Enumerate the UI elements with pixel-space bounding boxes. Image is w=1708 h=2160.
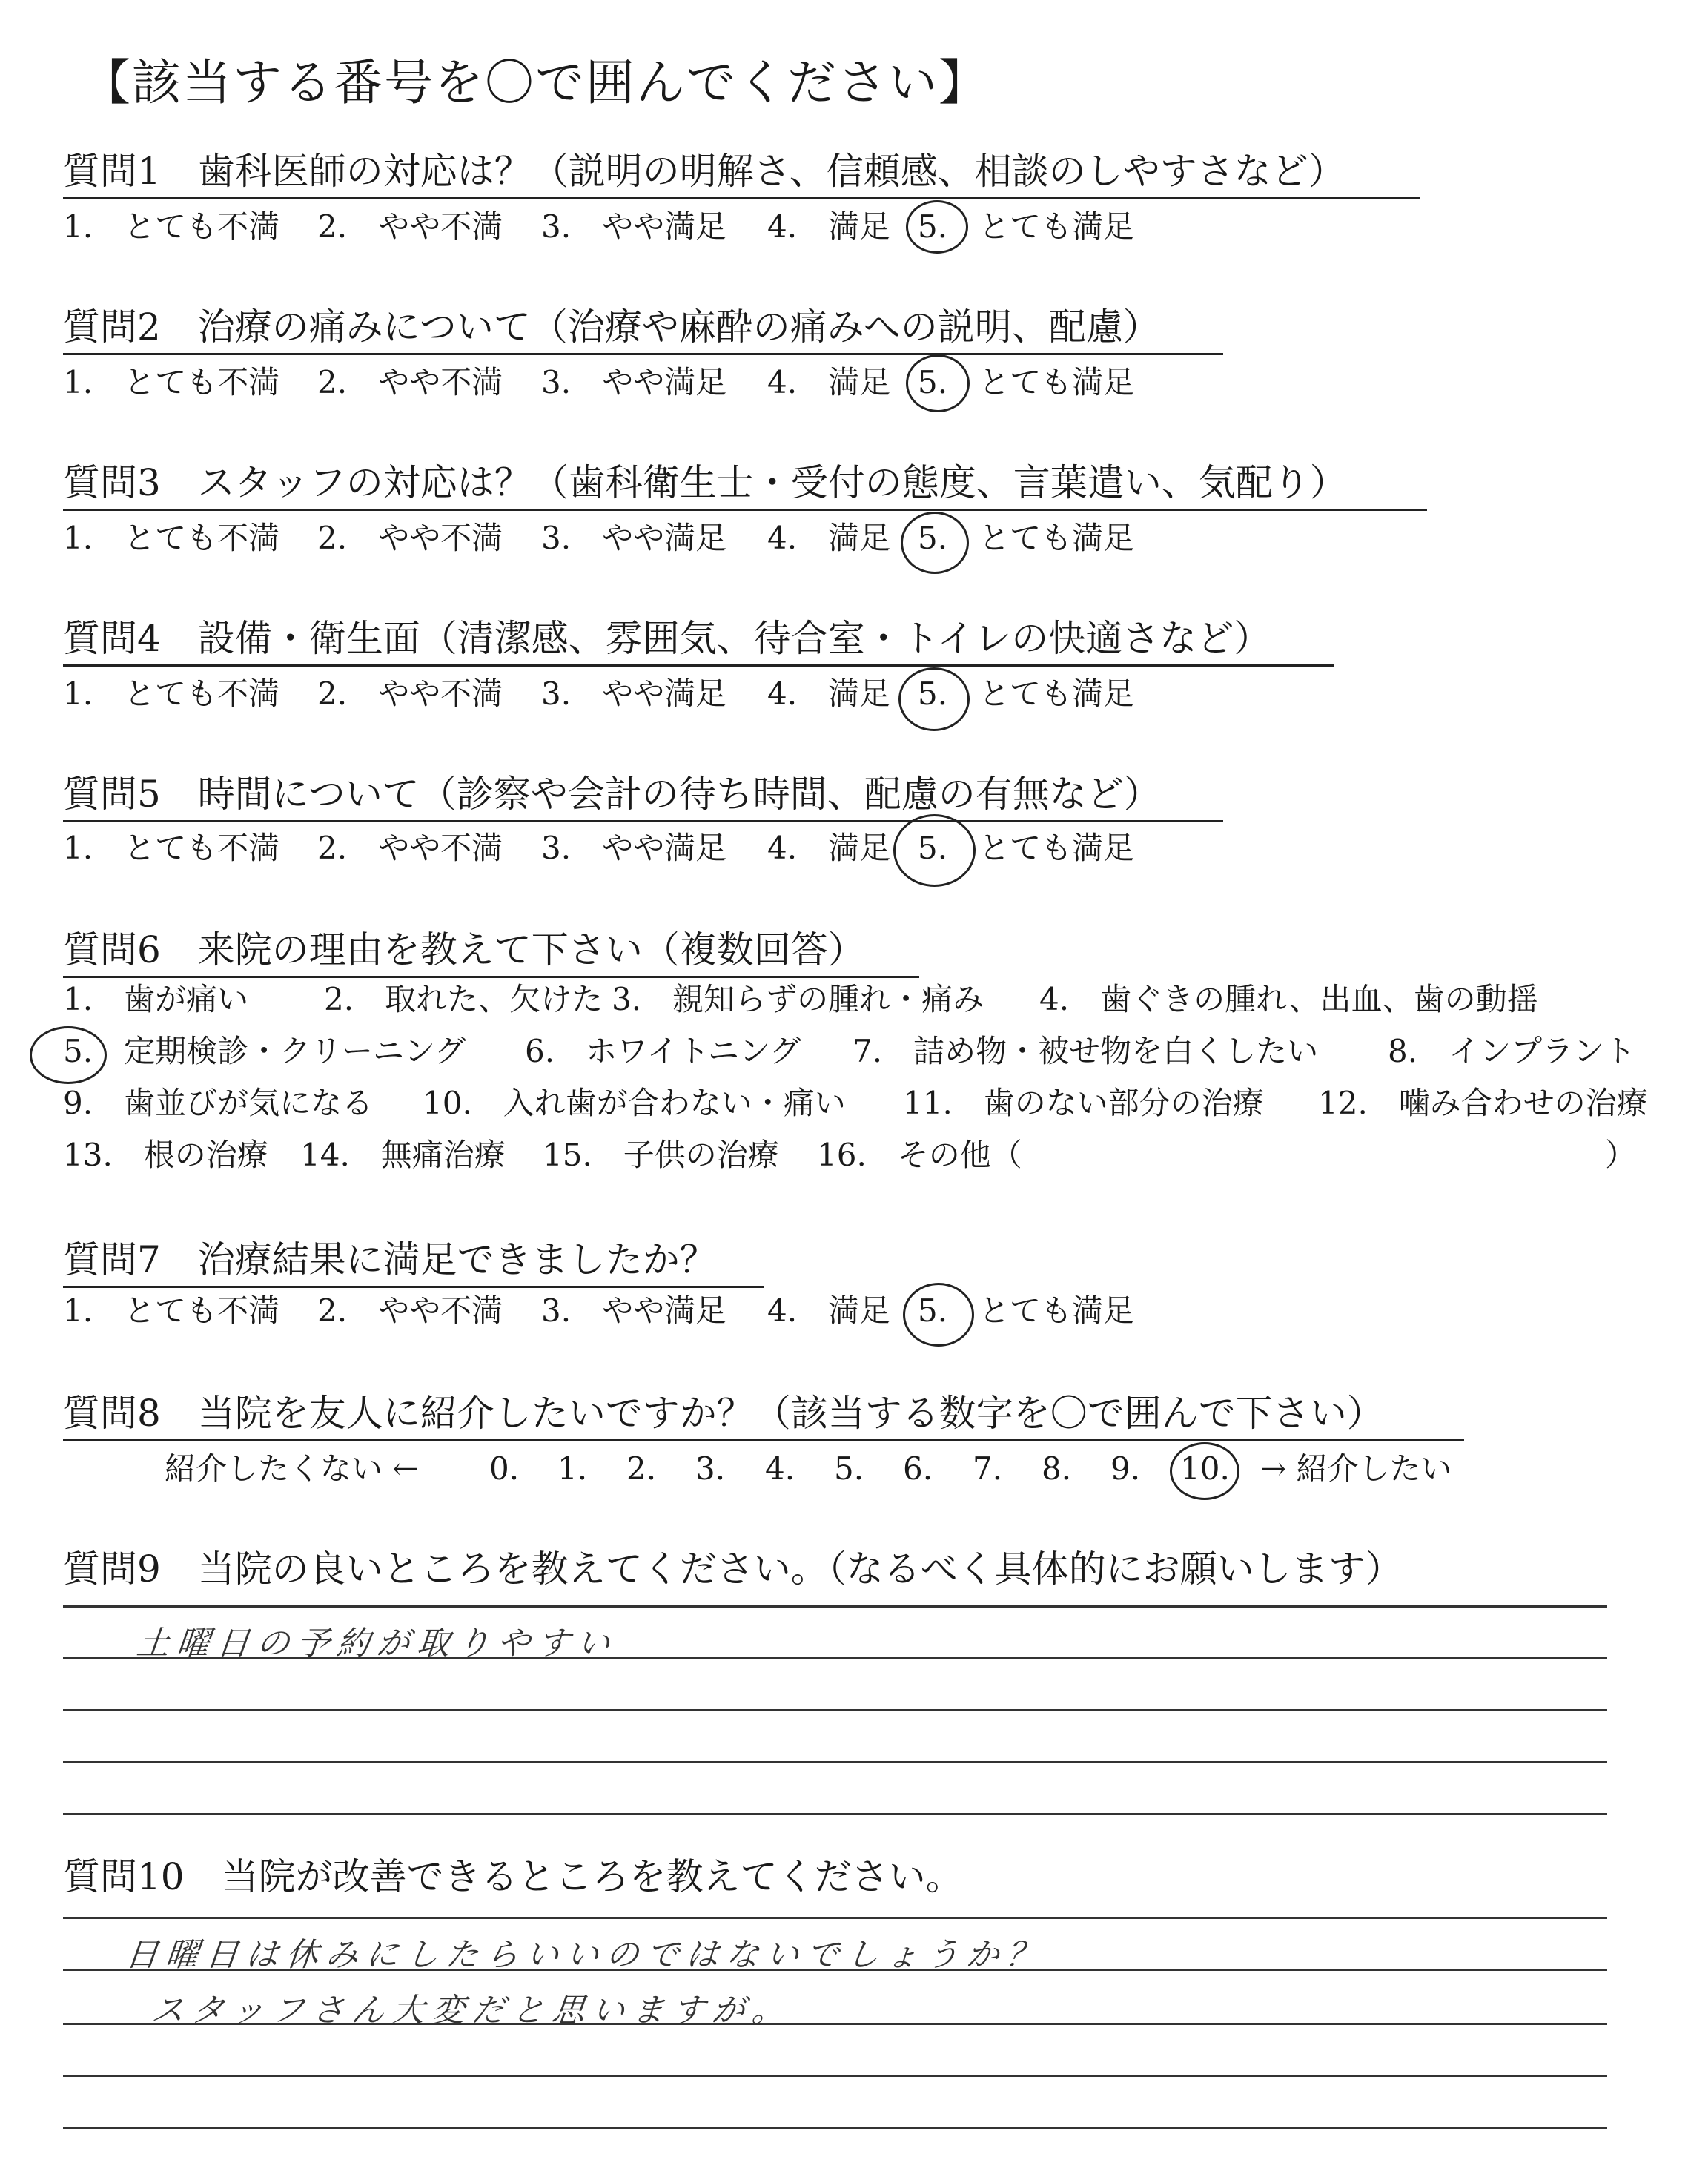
q1-option-1[interactable]: 1. とても不満 bbox=[63, 208, 280, 245]
question-7-underline bbox=[63, 1286, 764, 1288]
q6-option-16[interactable]: 16. その他（ bbox=[817, 1137, 1022, 1173]
q8-number-10[interactable]: 10. bbox=[1180, 1450, 1230, 1487]
q1-option-3[interactable]: 3. やや満足 bbox=[541, 208, 727, 245]
question-5-underline bbox=[63, 820, 1223, 822]
q9-answer-line-3 bbox=[63, 1709, 1607, 1711]
q2-option-4[interactable]: 4. 満足 bbox=[767, 364, 891, 400]
question-10-label: 質問10 当院が改善できるところを教えてください。 bbox=[63, 1855, 963, 1898]
q7-option-4[interactable]: 4. 満足 bbox=[767, 1292, 891, 1329]
q6-option-15[interactable]: 15. 子供の治療 bbox=[543, 1137, 779, 1173]
question-9-label: 質問9 当院の良いところを教えてください。（なるべく具体的にお願いします） bbox=[63, 1548, 1403, 1591]
q10-handwritten-answer-line-2: スタッフさん大変だと思いますが。 bbox=[149, 1992, 795, 2029]
question-1-options bbox=[0, 208, 1708, 252]
q5-option-3[interactable]: 3. やや満足 bbox=[541, 830, 727, 866]
q3-option-3[interactable]: 3. やや満足 bbox=[541, 520, 727, 556]
q9-answer-line-5 bbox=[63, 1813, 1607, 1815]
q6-option-8[interactable]: 8. インプラント bbox=[1388, 1033, 1636, 1069]
q8-number-6[interactable]: 6. bbox=[903, 1450, 933, 1487]
q7-selection-circle bbox=[903, 1283, 974, 1347]
q6-option-1[interactable]: 1. 歯が痛い bbox=[63, 981, 249, 1017]
question-2-label: 質問2 治療の痛みについて（治療や麻酔の痛みへの説明、配慮） bbox=[63, 305, 1160, 349]
question-3-underline bbox=[63, 509, 1427, 511]
q8-number-2[interactable]: 2. bbox=[626, 1450, 657, 1487]
q9-answer-line-1 bbox=[63, 1605, 1607, 1608]
q6-option-11[interactable]: 11. 歯のない部分の治療 bbox=[903, 1085, 1264, 1121]
q7-option-2[interactable]: 2. やや不満 bbox=[317, 1292, 503, 1329]
q10-answer-line-4 bbox=[63, 2075, 1607, 2077]
q8-number-7[interactable]: 7. bbox=[973, 1450, 1003, 1487]
question-5-label: 質問5 時間について（診察や会計の待ち時間、配慮の有無など） bbox=[63, 773, 1161, 816]
q6-option-13[interactable]: 13. 根の治療 bbox=[63, 1137, 268, 1173]
q3-selection-circle bbox=[901, 512, 969, 574]
question-3-options bbox=[0, 519, 1708, 564]
q2-option-2[interactable]: 2. やや不満 bbox=[317, 364, 503, 400]
q10-handwritten-answer-line-1: 日曜日は休みにしたらいいのではないでしょうか？ bbox=[123, 1936, 1049, 1974]
q6-other-close-paren: ） bbox=[1605, 1137, 1637, 1173]
q9-answer-line-4 bbox=[63, 1761, 1607, 1763]
question-8-scale bbox=[0, 1450, 1708, 1494]
q6-option-7[interactable]: 7. 詰め物・被せ物を白くしたい bbox=[853, 1033, 1319, 1069]
q2-option-5[interactable]: 5. とても満足 bbox=[918, 364, 1135, 400]
q4-selection-circle bbox=[898, 667, 970, 731]
q5-selection-circle bbox=[893, 814, 976, 887]
q9-handwritten-answer: 土曜日の予約が取りやすい bbox=[134, 1625, 620, 1662]
q4-option-3[interactable]: 3. やや満足 bbox=[541, 676, 727, 712]
q2-option-1[interactable]: 1. とても不満 bbox=[63, 364, 280, 400]
q7-option-5[interactable]: 5. とても満足 bbox=[918, 1292, 1135, 1329]
question-1-label: 質問1 歯科医師の対応は？（説明の明解さ、信頼感、相談のしやすさなど） bbox=[63, 150, 1345, 193]
q4-option-5[interactable]: 5. とても満足 bbox=[918, 676, 1135, 712]
question-2-options bbox=[0, 363, 1708, 408]
question-6-underline bbox=[63, 976, 919, 978]
q6-option-9[interactable]: 9. 歯並びが気になる bbox=[63, 1085, 374, 1121]
question-4-options bbox=[0, 675, 1708, 719]
q8-right-label: → 紹介したい bbox=[1260, 1450, 1452, 1487]
q1-option-4[interactable]: 4. 満足 bbox=[767, 208, 891, 245]
q8-number-8[interactable]: 8. bbox=[1042, 1450, 1072, 1487]
q2-option-3[interactable]: 3. やや満足 bbox=[541, 364, 727, 400]
q1-option-5[interactable]: 5. とても満足 bbox=[918, 208, 1135, 245]
q2-selection-circle bbox=[906, 354, 970, 412]
q8-number-3[interactable]: 3. bbox=[695, 1450, 726, 1487]
question-5-options bbox=[0, 829, 1708, 873]
q3-option-1[interactable]: 1. とても不満 bbox=[63, 520, 280, 556]
q6-option-6[interactable]: 6. ホワイトニング bbox=[525, 1033, 801, 1069]
q3-option-5[interactable]: 5. とても満足 bbox=[918, 520, 1135, 556]
q4-option-4[interactable]: 4. 満足 bbox=[767, 676, 891, 712]
question-3-label: 質問3 スタッフの対応は？（歯科衛生士・受付の態度、言葉遣い、気配り） bbox=[63, 461, 1347, 504]
q6-option-4[interactable]: 4. 歯ぐきの腫れ、出血、歯の動揺 bbox=[1039, 981, 1538, 1017]
q6-option-2[interactable]: 2. 取れた、欠けた bbox=[324, 981, 603, 1017]
q8-number-9[interactable]: 9. bbox=[1110, 1450, 1141, 1487]
q3-option-4[interactable]: 4. 満足 bbox=[767, 520, 891, 556]
q5-option-4[interactable]: 4. 満足 bbox=[767, 830, 891, 866]
question-8-label: 質問8 当院を友人に紹介したいですか？（該当する数字を〇で囲んで下さい） bbox=[63, 1392, 1384, 1435]
question-1-underline bbox=[63, 197, 1420, 199]
page-title: 【該当する番号を〇で囲んでください】 bbox=[82, 54, 989, 111]
q4-option-2[interactable]: 2. やや不満 bbox=[317, 676, 503, 712]
q10-answer-line-5 bbox=[63, 2127, 1607, 2129]
q1-selection-circle bbox=[906, 200, 968, 254]
q8-number-0[interactable]: 0. bbox=[489, 1450, 520, 1487]
question-7-label: 質問7 治療結果に満足できましたか？ bbox=[63, 1238, 717, 1281]
q6-option-5[interactable]: 5. 定期検診・クリーニング bbox=[63, 1033, 466, 1069]
q6-option-14[interactable]: 14. 無痛治療 bbox=[300, 1137, 506, 1173]
q6-option-3[interactable]: 3. 親知らずの腫れ・痛み bbox=[612, 981, 984, 1017]
q5-option-2[interactable]: 2. やや不満 bbox=[317, 830, 503, 866]
q4-option-1[interactable]: 1. とても不満 bbox=[63, 676, 280, 712]
q3-option-2[interactable]: 2. やや不満 bbox=[317, 520, 503, 556]
q5-option-5[interactable]: 5. とても満足 bbox=[918, 830, 1135, 866]
q6-selection-circle bbox=[30, 1026, 107, 1084]
question-6-options bbox=[0, 980, 1708, 1203]
q8-left-label: 紹介したくない ← bbox=[165, 1450, 419, 1487]
q8-selection-circle bbox=[1170, 1442, 1239, 1500]
q7-option-1[interactable]: 1. とても不満 bbox=[63, 1292, 280, 1329]
question-8-underline bbox=[63, 1439, 1464, 1441]
q6-option-12[interactable]: 12. 噛み合わせの治療 bbox=[1318, 1085, 1648, 1121]
q8-number-4[interactable]: 4. bbox=[765, 1450, 795, 1487]
question-4-label: 質問4 設備・衛生面（清潔感、雰囲気、待合室・トイレの快適さなど） bbox=[63, 617, 1271, 660]
q6-option-10[interactable]: 10. 入れ歯が合わない・痛い bbox=[423, 1085, 846, 1121]
q7-option-3[interactable]: 3. やや満足 bbox=[541, 1292, 727, 1329]
question-7-options bbox=[0, 1292, 1708, 1336]
question-6-label: 質問6 来院の理由を教えて下さい（複数回答） bbox=[63, 928, 865, 971]
q8-number-5[interactable]: 5. bbox=[834, 1450, 864, 1487]
q5-option-1[interactable]: 1. とても不満 bbox=[63, 830, 280, 866]
question-2-underline bbox=[63, 353, 1223, 355]
q10-answer-line-1 bbox=[63, 1917, 1607, 1919]
q8-number-1[interactable]: 1. bbox=[557, 1450, 588, 1487]
question-4-underline bbox=[63, 664, 1334, 667]
q1-option-2[interactable]: 2. やや不満 bbox=[317, 208, 503, 245]
